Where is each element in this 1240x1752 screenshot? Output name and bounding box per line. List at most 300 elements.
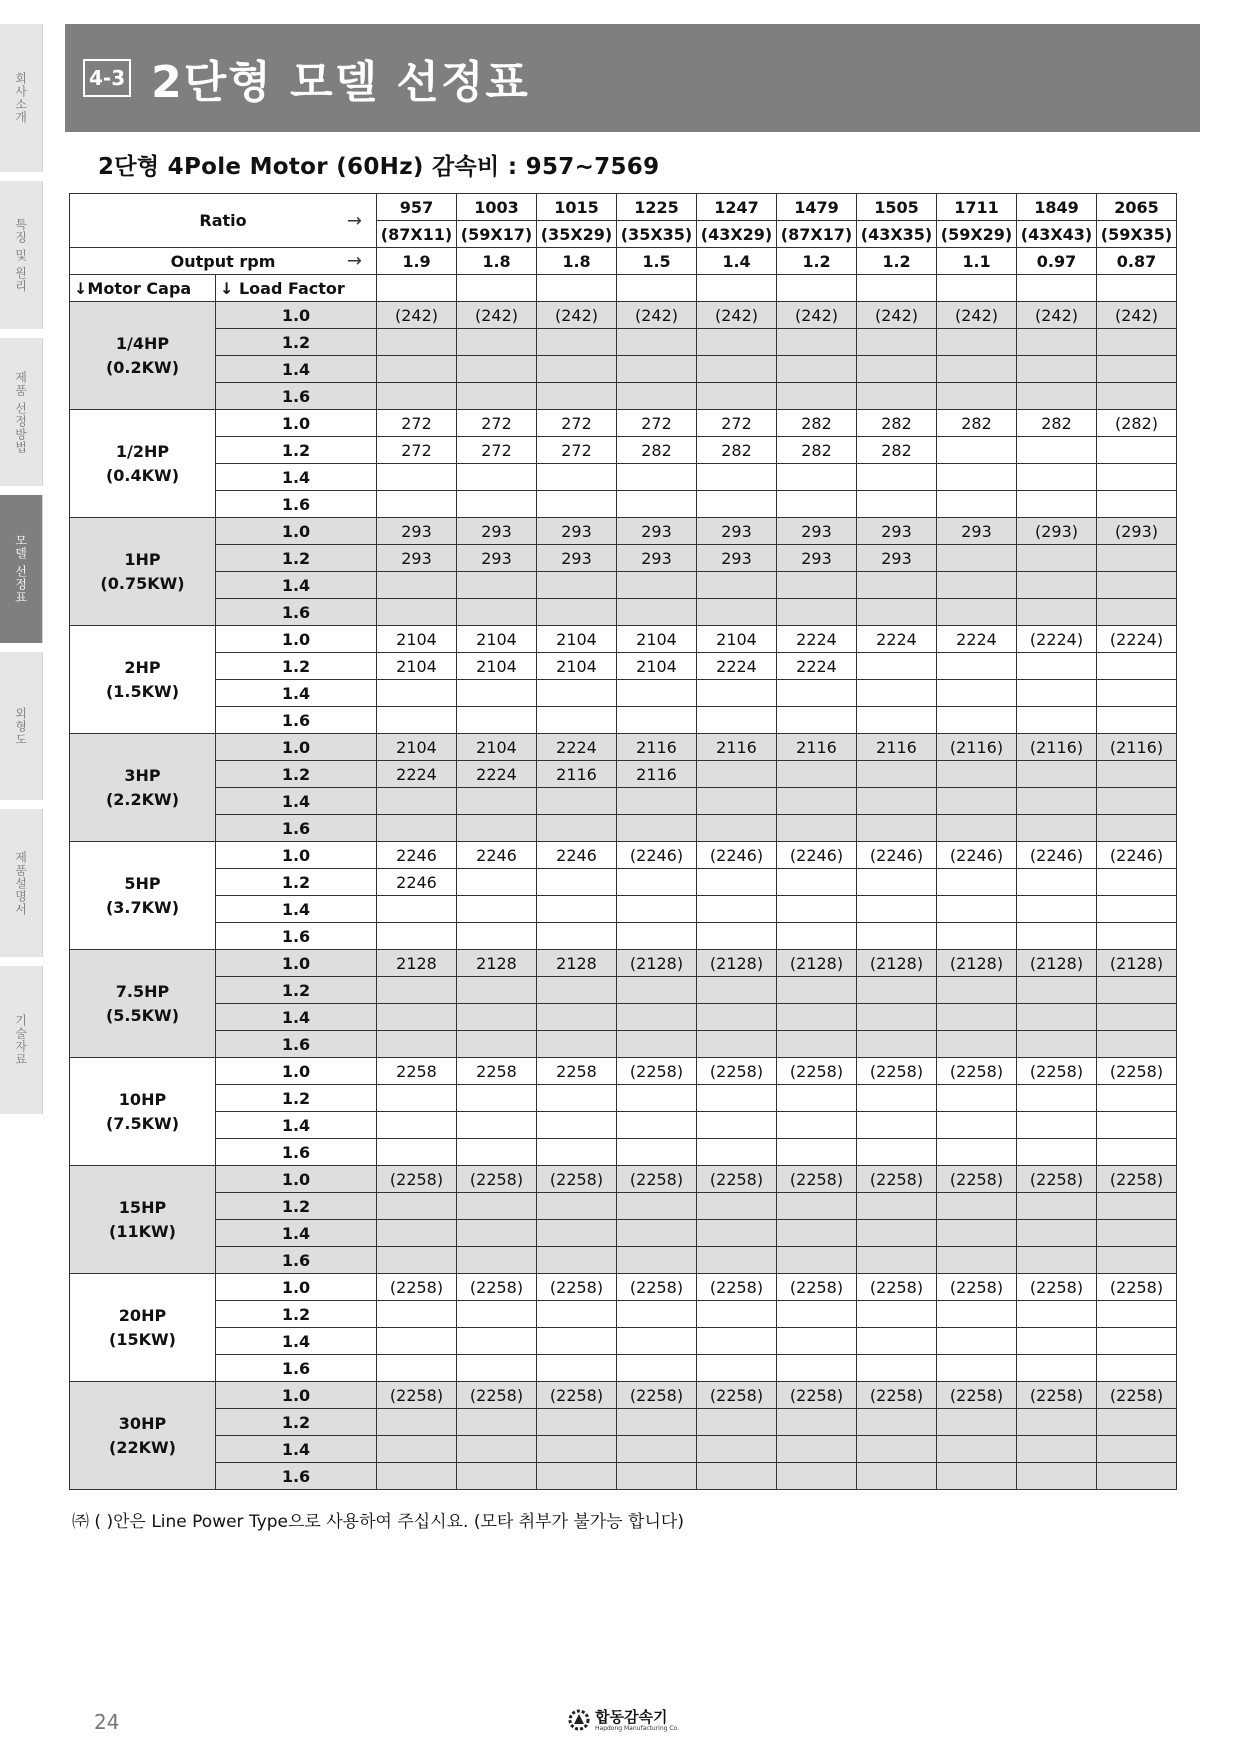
- model-cell: [377, 1355, 457, 1382]
- model-cell: [1097, 1328, 1177, 1355]
- model-cell: [777, 1139, 857, 1166]
- model-cell: [377, 1085, 457, 1112]
- model-cell: [1097, 869, 1177, 896]
- side-tab-label: 특징 및 원리: [13, 217, 28, 293]
- motor-capacity-cell: [70, 518, 216, 626]
- model-cell: [1097, 1220, 1177, 1247]
- model-cell: [1017, 491, 1097, 518]
- model-cell: [537, 707, 617, 734]
- motor-kw: (22KW): [109, 1437, 176, 1457]
- model-cell: [1097, 356, 1177, 383]
- model-cell: (2258): [857, 1058, 937, 1085]
- model-cell: 282: [937, 410, 1017, 437]
- model-cell: [697, 977, 777, 1004]
- model-cell: [1097, 545, 1177, 572]
- table-row: [70, 653, 1177, 680]
- model-cell: (2258): [537, 1166, 617, 1193]
- model-cell: [777, 815, 857, 842]
- model-cell: [697, 1139, 777, 1166]
- model-cell: [857, 1436, 937, 1463]
- model-cell: [777, 1031, 857, 1058]
- model-cell: 293: [937, 518, 1017, 545]
- model-cell: [457, 1220, 537, 1247]
- model-cell: (2246): [937, 842, 1017, 869]
- load-factor-value: 1.4: [216, 356, 377, 383]
- model-cell: 2258: [537, 1058, 617, 1085]
- motor-hp: 2HP: [124, 657, 161, 677]
- load-factor-value: 1.0: [216, 950, 377, 977]
- table-row: [70, 1409, 1177, 1436]
- motor-capacity-cell: [70, 1058, 216, 1166]
- model-cell: [537, 1328, 617, 1355]
- model-cell: [777, 1301, 857, 1328]
- model-cell: [377, 788, 457, 815]
- table-row: [70, 896, 1177, 923]
- model-cell: 293: [537, 518, 617, 545]
- model-cell: [697, 1085, 777, 1112]
- ratio-value: 1711: [937, 194, 1017, 221]
- model-cell: [617, 491, 697, 518]
- model-cell: [937, 1247, 1017, 1274]
- model-cell: [537, 815, 617, 842]
- table-row: [70, 518, 1177, 545]
- model-cell: [777, 923, 857, 950]
- output-rpm-header: [70, 248, 377, 275]
- gear-combo: (35X29): [537, 221, 617, 248]
- model-cell: [1017, 1031, 1097, 1058]
- ratio-value: 1849: [1017, 194, 1097, 221]
- model-cell: 272: [377, 437, 457, 464]
- table-row: [70, 977, 1177, 1004]
- model-cell: 2116: [697, 734, 777, 761]
- output-rpm-value: 0.97: [1017, 248, 1097, 275]
- motor-capa-label: ↓Motor Capa: [70, 275, 216, 302]
- model-cell: [777, 1463, 857, 1490]
- model-cell: [937, 1355, 1017, 1382]
- model-cell: 2224: [937, 626, 1017, 653]
- model-cell: [457, 815, 537, 842]
- load-factor-value: 1.6: [216, 815, 377, 842]
- model-cell: [617, 356, 697, 383]
- load-factor-value: 1.4: [216, 1220, 377, 1247]
- load-factor-value: 1.6: [216, 1247, 377, 1274]
- output-rpm-value: 1.1: [937, 248, 1017, 275]
- model-cell: (2258): [697, 1166, 777, 1193]
- output-rpm-value: 1.2: [777, 248, 857, 275]
- gear-combo: (59X35): [1097, 221, 1177, 248]
- model-cell: (2258): [777, 1382, 857, 1409]
- side-tab-1[interactable]: [0, 24, 43, 172]
- model-cell: 2246: [537, 842, 617, 869]
- model-cell: [857, 788, 937, 815]
- model-cell: [537, 1463, 617, 1490]
- model-cell: [697, 464, 777, 491]
- model-cell: [537, 896, 617, 923]
- model-cell: [537, 1193, 617, 1220]
- load-factor-value: 1.0: [216, 734, 377, 761]
- output-rpm-value: 0.87: [1097, 248, 1177, 275]
- model-cell: 272: [617, 410, 697, 437]
- model-cell: [617, 1139, 697, 1166]
- model-cell: 2224: [537, 734, 617, 761]
- model-cell: [857, 761, 937, 788]
- model-cell: [1097, 1085, 1177, 1112]
- model-cell: [1017, 896, 1097, 923]
- model-cell: [617, 383, 697, 410]
- model-cell: 282: [697, 437, 777, 464]
- model-cell: [457, 923, 537, 950]
- model-cell: [697, 1220, 777, 1247]
- load-factor-value: 1.6: [216, 1355, 377, 1382]
- model-cell: [377, 815, 457, 842]
- model-cell: [617, 1193, 697, 1220]
- model-cell: (2246): [617, 842, 697, 869]
- logo-name: 합동감속기: [595, 1707, 668, 1726]
- model-cell: [697, 356, 777, 383]
- load-factor-value: 1.2: [216, 1193, 377, 1220]
- table-row: [70, 734, 1177, 761]
- model-cell: [537, 680, 617, 707]
- model-cell: [1097, 761, 1177, 788]
- model-cell: [937, 869, 1017, 896]
- table-row: [70, 410, 1177, 437]
- model-cell: [377, 599, 457, 626]
- model-cell: (2258): [457, 1274, 537, 1301]
- motor-kw: (15KW): [109, 1329, 176, 1349]
- model-cell: (242): [857, 302, 937, 329]
- model-cell: [1017, 1436, 1097, 1463]
- model-cell: [537, 383, 617, 410]
- model-cell: (2246): [1097, 842, 1177, 869]
- model-cell: [457, 383, 537, 410]
- gear-combo: (43X29): [697, 221, 777, 248]
- ratio-value: 1505: [857, 194, 937, 221]
- model-cell: 2224: [377, 761, 457, 788]
- model-cell: (2258): [697, 1274, 777, 1301]
- model-cell: [857, 1409, 937, 1436]
- section-number: 4-3: [83, 59, 131, 97]
- model-cell: [857, 1085, 937, 1112]
- model-cell: [697, 1436, 777, 1463]
- model-cell: (242): [457, 302, 537, 329]
- table-row: [70, 788, 1177, 815]
- model-cell: 2246: [457, 842, 537, 869]
- motor-capacity-cell: [70, 626, 216, 734]
- model-cell: (2258): [857, 1166, 937, 1193]
- table-row: [70, 1355, 1177, 1382]
- model-cell: [857, 1031, 937, 1058]
- model-cell: [1017, 599, 1097, 626]
- model-cell: [1017, 1112, 1097, 1139]
- model-cell: [617, 896, 697, 923]
- ratio-value: 957: [377, 194, 457, 221]
- model-cell: [377, 1301, 457, 1328]
- model-cell: [857, 599, 937, 626]
- motor-kw: (0.2KW): [105, 357, 179, 377]
- load-factor-value: 1.2: [216, 1085, 377, 1112]
- model-cell: 2104: [377, 734, 457, 761]
- side-tab-5[interactable]: [0, 652, 43, 800]
- motor-capacity-cell: [70, 1382, 216, 1490]
- empty-cell: [1097, 275, 1177, 302]
- output-rpm-value: 1.9: [377, 248, 457, 275]
- model-cell: 2224: [777, 653, 857, 680]
- model-cell: [377, 896, 457, 923]
- table-row: [70, 869, 1177, 896]
- model-cell: [617, 1031, 697, 1058]
- motor-kw: (0.4KW): [105, 465, 179, 485]
- model-cell: 2104: [697, 626, 777, 653]
- model-cell: 2116: [617, 761, 697, 788]
- model-cell: [1097, 680, 1177, 707]
- model-cell: [617, 707, 697, 734]
- model-cell: 2116: [777, 734, 857, 761]
- model-cell: [617, 1247, 697, 1274]
- table-row: [70, 1274, 1177, 1301]
- model-selection-table: [69, 193, 1177, 1490]
- table-row: [70, 1139, 1177, 1166]
- model-cell: [1017, 545, 1097, 572]
- motor-hp: 10HP: [118, 1089, 167, 1109]
- model-cell: [857, 1463, 937, 1490]
- model-cell: 293: [777, 518, 857, 545]
- page-number: 24: [94, 1710, 120, 1734]
- table-row: [70, 545, 1177, 572]
- load-factor-value: 1.0: [216, 842, 377, 869]
- model-cell: 2104: [457, 653, 537, 680]
- model-cell: [937, 1139, 1017, 1166]
- model-cell: [857, 491, 937, 518]
- load-factor-value: 1.6: [216, 1139, 377, 1166]
- model-cell: (2258): [617, 1382, 697, 1409]
- model-cell: [457, 896, 537, 923]
- motor-kw: (1.5KW): [105, 681, 179, 701]
- model-cell: [697, 491, 777, 518]
- model-cell: [857, 383, 937, 410]
- model-cell: 2128: [537, 950, 617, 977]
- model-cell: [457, 869, 537, 896]
- model-cell: [537, 1409, 617, 1436]
- model-cell: [937, 761, 1017, 788]
- model-cell: (2258): [777, 1274, 857, 1301]
- model-cell: 2104: [457, 626, 537, 653]
- empty-cell: [857, 275, 937, 302]
- model-cell: [857, 1328, 937, 1355]
- load-factor-value: 1.2: [216, 545, 377, 572]
- model-cell: [1017, 707, 1097, 734]
- table-row: [70, 1193, 1177, 1220]
- load-factor-value: 1.0: [216, 302, 377, 329]
- motor-capacity-cell: [70, 1274, 216, 1382]
- model-cell: [1097, 1463, 1177, 1490]
- model-cell: [777, 788, 857, 815]
- model-cell: [377, 1193, 457, 1220]
- output-rpm-value: 1.2: [857, 248, 937, 275]
- model-cell: 2116: [537, 761, 617, 788]
- model-cell: [537, 1436, 617, 1463]
- model-cell: [1097, 653, 1177, 680]
- model-cell: [777, 356, 857, 383]
- model-cell: [457, 1031, 537, 1058]
- table-row: [70, 1085, 1177, 1112]
- model-cell: [377, 1328, 457, 1355]
- model-cell: [537, 869, 617, 896]
- side-tab-4[interactable]: [0, 495, 43, 643]
- model-cell: [1097, 896, 1177, 923]
- model-cell: [1097, 1436, 1177, 1463]
- model-cell: [697, 1328, 777, 1355]
- model-cell: 272: [537, 437, 617, 464]
- model-cell: 2104: [457, 734, 537, 761]
- model-cell: [857, 923, 937, 950]
- load-factor-value: 1.6: [216, 1031, 377, 1058]
- model-cell: [697, 1247, 777, 1274]
- model-cell: 2104: [377, 653, 457, 680]
- ratio-label: Ratio: [199, 211, 247, 230]
- model-cell: (242): [1017, 302, 1097, 329]
- motor-capacity-cell: [70, 302, 216, 410]
- empty-cell: [617, 275, 697, 302]
- model-cell: [377, 356, 457, 383]
- model-cell: [777, 977, 857, 1004]
- model-cell: [537, 1031, 617, 1058]
- model-cell: [777, 572, 857, 599]
- model-cell: 2224: [857, 626, 937, 653]
- model-cell: (2258): [937, 1166, 1017, 1193]
- model-cell: (242): [697, 302, 777, 329]
- load-factor-value: 1.2: [216, 329, 377, 356]
- model-cell: [457, 977, 537, 1004]
- model-cell: [1017, 1301, 1097, 1328]
- model-cell: 272: [537, 410, 617, 437]
- model-cell: [857, 464, 937, 491]
- table-row: [70, 1166, 1177, 1193]
- load-factor-value: 1.4: [216, 464, 377, 491]
- empty-cell: [377, 275, 457, 302]
- arrow-right-icon: →: [346, 250, 362, 272]
- model-cell: [1017, 1004, 1097, 1031]
- ratio-value: 1247: [697, 194, 777, 221]
- model-cell: 2104: [537, 626, 617, 653]
- model-cell: 2246: [377, 842, 457, 869]
- section-header: [65, 24, 1200, 132]
- model-cell: [777, 1247, 857, 1274]
- motor-hp: 1HP: [124, 549, 161, 569]
- model-cell: 2104: [377, 626, 457, 653]
- load-factor-value: 1.2: [216, 869, 377, 896]
- model-cell: 2104: [617, 626, 697, 653]
- model-cell: [857, 1247, 937, 1274]
- model-cell: (2258): [937, 1382, 1017, 1409]
- model-cell: [937, 1004, 1017, 1031]
- model-cell: (2258): [777, 1166, 857, 1193]
- model-cell: [457, 599, 537, 626]
- load-factor-value: 1.0: [216, 1382, 377, 1409]
- model-cell: [377, 707, 457, 734]
- model-cell: 293: [617, 518, 697, 545]
- load-factor-value: 1.4: [216, 1436, 377, 1463]
- model-cell: [537, 923, 617, 950]
- model-cell: (2258): [937, 1274, 1017, 1301]
- table-row: [70, 923, 1177, 950]
- model-cell: [537, 1139, 617, 1166]
- empty-cell: [697, 275, 777, 302]
- model-cell: 2128: [457, 950, 537, 977]
- empty-cell: [1017, 275, 1097, 302]
- model-cell: [777, 896, 857, 923]
- model-cell: [697, 1463, 777, 1490]
- gear-combo: (59X29): [937, 221, 1017, 248]
- model-cell: [617, 815, 697, 842]
- model-cell: [937, 977, 1017, 1004]
- model-cell: [1017, 383, 1097, 410]
- model-cell: [937, 1328, 1017, 1355]
- side-tab-6[interactable]: [0, 809, 43, 957]
- side-tab-2[interactable]: [0, 181, 43, 329]
- model-cell: 282: [777, 410, 857, 437]
- logo-subtitle: Hapdong Manufacturing Co.: [595, 1724, 680, 1732]
- model-cell: (2258): [1097, 1166, 1177, 1193]
- model-cell: [1097, 707, 1177, 734]
- model-cell: [537, 599, 617, 626]
- model-cell: [537, 1112, 617, 1139]
- table-row: [70, 1301, 1177, 1328]
- model-cell: [777, 1436, 857, 1463]
- model-cell: [777, 464, 857, 491]
- model-cell: [537, 1220, 617, 1247]
- model-cell: [937, 923, 1017, 950]
- load-factor-value: 1.0: [216, 1166, 377, 1193]
- model-cell: [617, 1301, 697, 1328]
- model-cell: 293: [457, 545, 537, 572]
- model-cell: (2246): [1017, 842, 1097, 869]
- model-cell: [457, 1004, 537, 1031]
- side-tab-7[interactable]: [0, 966, 43, 1114]
- model-cell: [1017, 923, 1097, 950]
- ratio-header: [70, 194, 377, 248]
- model-cell: [457, 707, 537, 734]
- model-cell: 2224: [457, 761, 537, 788]
- model-cell: [537, 1247, 617, 1274]
- model-cell: [777, 1220, 857, 1247]
- model-cell: [777, 1085, 857, 1112]
- gear-combo: (35X35): [617, 221, 697, 248]
- footnote: ㈜ ( )안은 Line Power Type으로 사용하여 주십시요. (모타 취부가 불가능 합니다): [72, 1512, 684, 1532]
- model-cell: [1097, 923, 1177, 950]
- model-cell: 2258: [377, 1058, 457, 1085]
- model-cell: [537, 464, 617, 491]
- side-tab-3[interactable]: [0, 338, 43, 486]
- model-cell: [1097, 977, 1177, 1004]
- table-row: [70, 437, 1177, 464]
- model-cell: [1097, 1301, 1177, 1328]
- model-cell: [457, 1355, 537, 1382]
- motor-hp: 3HP: [124, 765, 161, 785]
- motor-hp: 20HP: [118, 1305, 167, 1325]
- model-cell: [857, 869, 937, 896]
- load-factor-value: 1.6: [216, 1463, 377, 1490]
- model-cell: (242): [617, 302, 697, 329]
- load-factor-value: 1.4: [216, 788, 377, 815]
- model-cell: [777, 491, 857, 518]
- model-cell: [457, 1085, 537, 1112]
- model-cell: [1097, 572, 1177, 599]
- model-cell: 293: [857, 545, 937, 572]
- model-cell: [937, 356, 1017, 383]
- model-cell: [617, 572, 697, 599]
- table-row: [70, 1031, 1177, 1058]
- table-row: [70, 599, 1177, 626]
